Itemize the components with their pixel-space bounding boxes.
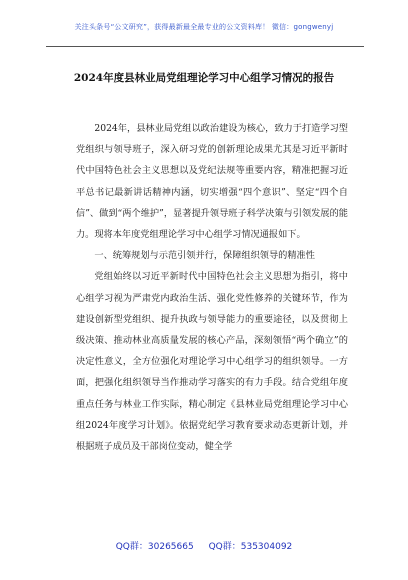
section-heading-1: 一、统筹规划与示范引领并行，保障组织领导的精准性 (94, 250, 315, 262)
header-divider (46, 46, 364, 47)
document-body (76, 118, 348, 457)
document-title: 2024年度县林业局党组理论学习中心组学习情况的报告 (73, 72, 335, 84)
footer-qq-group-1: QQ群：30265665 (115, 542, 194, 552)
paragraph-section-1: 党组始终以习近平新时代中国特色社会主义思想为指引，将中心组学习视为严肃党内政治生活、强化党性修养的关键环节，作为建设创新型党组织、提升执政与领导能力的重要途径，以及贯彻上级决策、推动林业高质量发展的核心产品，深刻领悟“两个确立”的决定性意义，全方位强化对理论学习中心组学习的组织领导。一方面，把强化组织领导当作推动学习落实的有力手段。结合党组年度重点任务与林业工作实际，精心制定《县林业局党组理论学习中心组2024年度学习计划》。依据党纪学习教育要求动态更新计划，并根据班子成员及干部岗位变动，健全学 (76, 271, 348, 453)
paragraph-intro: 2024年，县林业局党组以政治建设为核心，致力于打造学习型党组织与领导班子，深入研习党的创新理论成果尤其是习近平新时代中国特色社会主义思想以及党纪法规等重要内容，精准把握习近平总书记最新讲话精神内涵，切实增强“四个意识”、坚定“四个自信”、做到“两个维护”，显著提升领导班子科学决策与引领发展的能力。现将本年度党组理论学习中心组学习情况通报如下。 (76, 123, 348, 241)
footer (0, 539, 408, 552)
footer-qq-group-2: QQ群：535304092 (208, 542, 293, 552)
header-banner: 关注头条号“公文研究”，获得最新最全最专业的公文资料库！ 微信：gongwenyj (74, 23, 334, 31)
